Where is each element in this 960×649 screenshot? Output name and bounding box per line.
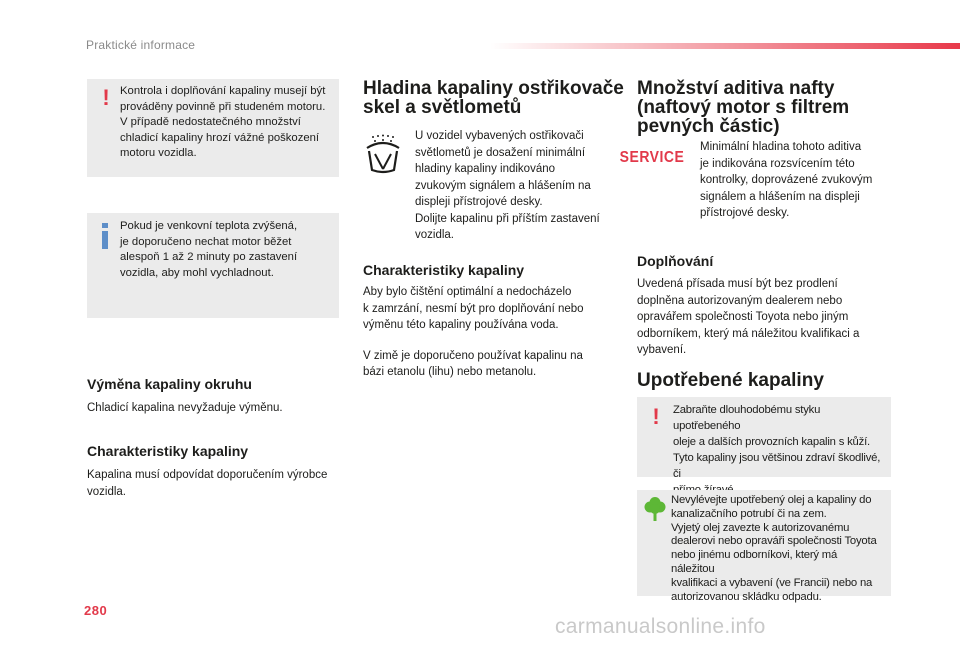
header-accent-bar bbox=[490, 43, 960, 49]
text-line: vozidla. bbox=[87, 485, 126, 498]
windscreen-washer-icon bbox=[364, 134, 402, 179]
section-label: Praktické informace bbox=[86, 38, 196, 52]
washer-spec-section bbox=[363, 262, 628, 381]
text-line: V zimě je doporučeno používat kapalinu na bbox=[363, 349, 583, 362]
note-line: nebo jinému odborníkovi, který má náležitou bbox=[671, 549, 838, 575]
watermark: carmanualsonline.info bbox=[555, 615, 766, 638]
washer-spec-text-1 bbox=[363, 284, 628, 334]
note-line: Pokud je venkovní teplota zvýšená, bbox=[120, 220, 298, 232]
title-line: skel a světlometů bbox=[363, 97, 522, 118]
text-line: kontrolky, doprovázené zvukovým bbox=[700, 174, 873, 186]
note-line: motoru vozidla. bbox=[120, 147, 197, 159]
note-line: Tyto kapaliny jsou většinou zdraví škodlivé, či bbox=[673, 452, 881, 480]
text-line: k zamrzání, nesmí být pro doplňování nebo bbox=[363, 302, 584, 315]
note-line: oleje a dalších provozních kapalin s kůží. bbox=[673, 436, 870, 448]
note-line: je doporučeno nechat motor běžet bbox=[120, 235, 292, 248]
text-line: Minimální hladina tohoto aditiva bbox=[700, 141, 862, 153]
text-line: U vozidel vybavených ostřikovači bbox=[415, 130, 584, 142]
washer-spec-text-2 bbox=[363, 348, 628, 381]
note-line: Vyjetý olej zavezte k autorizovanému bbox=[671, 521, 850, 534]
text-line: Kapalina musí odpovídat doporučením výrobce bbox=[87, 469, 328, 481]
warning-note-coolant bbox=[87, 79, 339, 177]
text-line: vybavení. bbox=[637, 344, 687, 356]
text-line: je indikována rozsvícením této bbox=[700, 157, 855, 170]
note-line: kanalizačního potrubí či na zem. bbox=[671, 507, 827, 520]
note-line: prováděny povinně při studeném motoru. bbox=[120, 100, 326, 113]
warning-note-used-fluids bbox=[637, 397, 891, 480]
note-line: V případě nedostatečného množství bbox=[120, 116, 301, 128]
service-text bbox=[700, 139, 900, 222]
text-line: hladiny kapaliny indikováno bbox=[415, 163, 556, 175]
warning-note-text bbox=[120, 84, 329, 162]
coolant-change-section bbox=[87, 376, 342, 417]
text-line: displeji přístrojové desky. bbox=[415, 196, 543, 208]
note-line: Kontrola i doplňování kapaliny musejí být bbox=[120, 85, 326, 97]
note-line: autorizovanou skládku odpadu. bbox=[671, 590, 822, 603]
note-line: dealerovi nebo opraváři společnosti Toyota bbox=[671, 535, 877, 548]
refill-section bbox=[637, 253, 897, 359]
used-fluids-title: Upotřebené kapaliny bbox=[637, 370, 824, 391]
refill-text bbox=[637, 276, 897, 359]
service-warning-icon: SERVICE bbox=[619, 146, 685, 166]
washer-text bbox=[415, 128, 630, 244]
coolant-change-title: Výměna kapaliny okruhu bbox=[87, 376, 252, 392]
title-line: (naftový motor s filtrem bbox=[637, 97, 850, 118]
washer-fluid-title bbox=[363, 79, 628, 117]
warning-exclamation-icon: ! bbox=[102, 85, 110, 110]
note-line: Nevylévejte upotřebený olej a kapaliny do bbox=[671, 494, 872, 506]
coolant-spec-section bbox=[87, 443, 347, 500]
text-line: odborníkem, který má náležitou kvalifikaci a bbox=[637, 327, 860, 340]
eco-note-disposal bbox=[637, 490, 891, 603]
eco-note-text bbox=[671, 494, 881, 604]
coolant-change-text: Chladicí kapalina nevyžaduje výměnu. bbox=[87, 402, 283, 414]
warning-note-text bbox=[673, 402, 881, 498]
text-line: Dolijte kapalinu při příštím zastavení bbox=[415, 212, 600, 225]
coolant-spec-text bbox=[87, 467, 347, 500]
text-line: signálem a hlášením na displeji bbox=[700, 190, 860, 203]
eco-tree-icon bbox=[644, 497, 666, 526]
text-line: světlometů je dosažení minimální bbox=[415, 146, 586, 159]
info-note-cooldown bbox=[87, 213, 339, 318]
text-line: Aby bylo čištění optimální a nedocházelo bbox=[363, 286, 572, 298]
note-line: chladicí kapaliny hrozí vážné poškození bbox=[120, 131, 320, 144]
text-line: přístrojové desky. bbox=[700, 207, 790, 219]
text-line: bázi etanolu (lihu) nebo metanolu. bbox=[363, 366, 537, 378]
note-line: vozidla, aby mohl vychladnout. bbox=[120, 266, 274, 279]
title-line: Hladina kapaliny ostřikovače bbox=[363, 78, 624, 99]
refill-title: Doplňování bbox=[637, 253, 714, 269]
text-line: Uvedená přísada musí být bez prodlení bbox=[637, 278, 838, 290]
text-line: opravářem společnosti Toyota nebo jiným bbox=[637, 311, 849, 323]
note-line: alespoň 1 až 2 minuty po zastavení bbox=[120, 251, 298, 263]
diesel-additive-title bbox=[637, 79, 897, 136]
text-line: výměnu této kapaliny používána voda. bbox=[363, 319, 559, 331]
note-line: kvalifikaci a vybavení (ve Francii) nebo na bbox=[671, 576, 873, 589]
coolant-spec-title: Charakteristiky kapaliny bbox=[87, 443, 249, 459]
text-line: vozidla. bbox=[415, 229, 454, 241]
text-line: zvukovým signálem a hlášením na bbox=[415, 179, 591, 192]
title-line: Množství aditiva nafty bbox=[637, 78, 835, 99]
info-note-text bbox=[120, 219, 329, 281]
info-icon bbox=[99, 223, 111, 254]
text-line: doplněna autorizovaným dealerem nebo bbox=[637, 294, 843, 307]
page-number: 280 bbox=[84, 603, 108, 618]
note-line: Zabraňte dlouhodobému styku upotřebeného bbox=[673, 404, 821, 432]
washer-spec-title: Charakteristiky kapaliny bbox=[363, 262, 525, 278]
title-line: pevných částic) bbox=[637, 116, 780, 137]
warning-exclamation-icon: ! bbox=[652, 404, 660, 429]
